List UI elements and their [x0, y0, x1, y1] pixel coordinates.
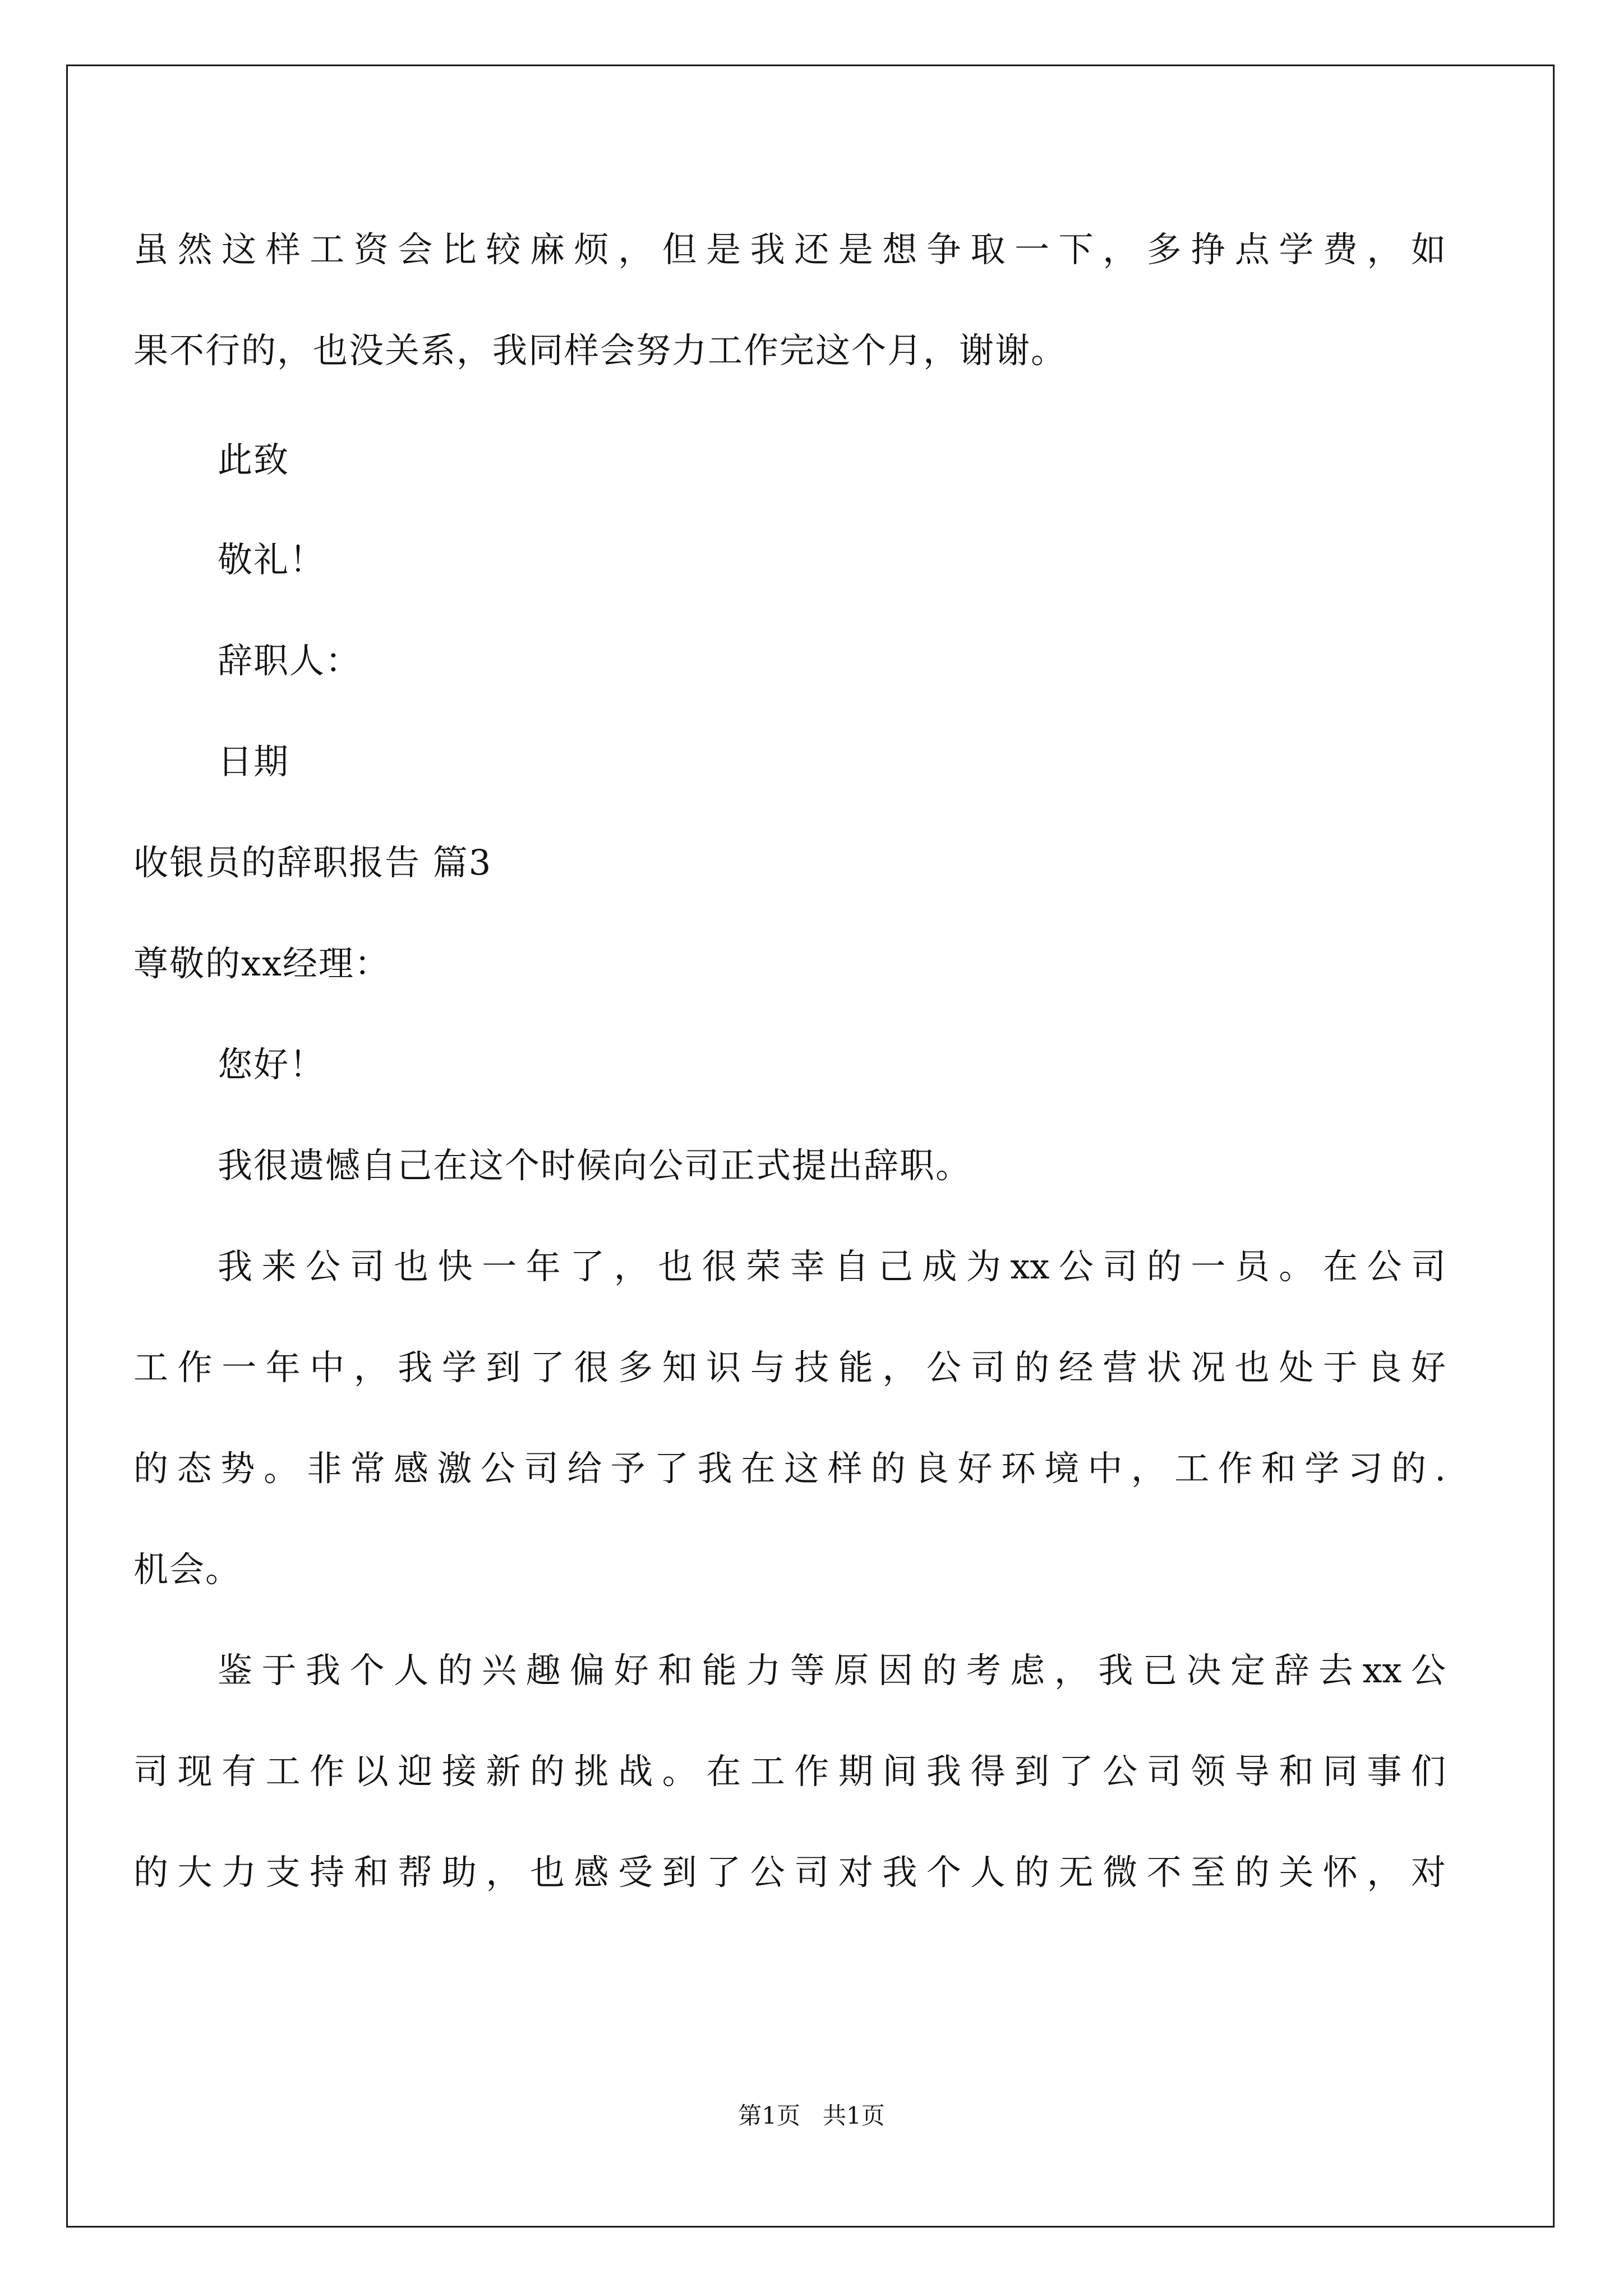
paragraph-line: 我来公司也快一年了，也很荣幸自己成为xx公司的一员。在公司 — [218, 1246, 1446, 1287]
paragraph-line: 的态势。非常感激公司给予了我在这样的良好环境中，工作和学习的. — [133, 1448, 1446, 1489]
paragraph-line: 工作一年中，我学到了很多知识与技能，公司的经营状况也处于良好 — [133, 1347, 1446, 1388]
signature-label: 辞职人： — [218, 640, 362, 681]
letter-greeting: 尊敬的xx经理： — [133, 943, 390, 984]
letter-hello: 您好！ — [218, 1044, 326, 1085]
closing-salutation: 此致 — [218, 439, 290, 480]
page-footer: 第1页 共1页 — [738, 2102, 885, 2129]
paragraph-line: 虽然这样工资会比较麻烦，但是我还是想争取一下，多挣点学费，如 — [133, 229, 1446, 270]
section-heading: 收银员的辞职报告 篇3 — [133, 842, 492, 883]
paragraph-line: 机会。 — [133, 1549, 242, 1590]
closing-regards: 敬礼！ — [218, 539, 326, 580]
paragraph-line: 的大力支持和帮助，也感受到了公司对我个人的无微不至的关怀，对 — [133, 1852, 1446, 1893]
paragraph-line: 果不行的，也没关系，我同样会努力工作完这个月，谢谢。 — [133, 330, 1067, 371]
paragraph-line: 我很遗憾自己在这个时候向公司正式提出辞职。 — [218, 1145, 972, 1186]
paragraph-line: 鉴于我个人的兴趣偏好和能力等原因的考虑，我已决定辞去xx公 — [218, 1650, 1446, 1691]
date-label: 日期 — [218, 741, 290, 782]
paragraph-line: 司现有工作以迎接新的挑战。在工作期间我得到了公司领导和同事们 — [133, 1751, 1446, 1792]
